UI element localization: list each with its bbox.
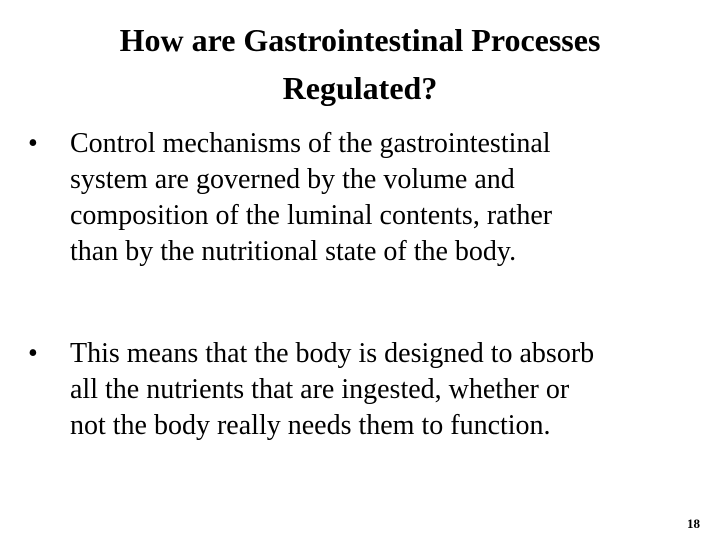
bullet-list: [28, 126, 698, 444]
bullet-line: than by the nutritional state of the body.: [70, 236, 517, 267]
page-number: 18: [687, 516, 700, 531]
bullet-line: all the nutrients that are ingested, whether or: [70, 374, 570, 405]
bullet-text: [70, 126, 698, 270]
bullet-line: This means that the body is designed to absorb: [70, 338, 595, 369]
slide-title-line-2: Regulated?: [282, 70, 438, 106]
slide-title-line-1: How are Gastrointestinal Processes: [119, 22, 601, 58]
bullet-icon: •: [28, 338, 38, 369]
bullet-item-1: [28, 126, 698, 270]
bullet-line: system are governed by the volume and: [70, 164, 515, 195]
bullet-line: composition of the luminal contents, rather: [70, 200, 553, 231]
bullet-item-2: [28, 336, 698, 444]
bullet-line: Control mechanisms of the gastrointestinal: [70, 128, 551, 159]
bullet-line: not the body really needs them to function.: [70, 410, 551, 441]
bullet-icon: •: [28, 128, 38, 159]
slide-title: [40, 16, 680, 112]
bullet-text: [70, 336, 698, 444]
